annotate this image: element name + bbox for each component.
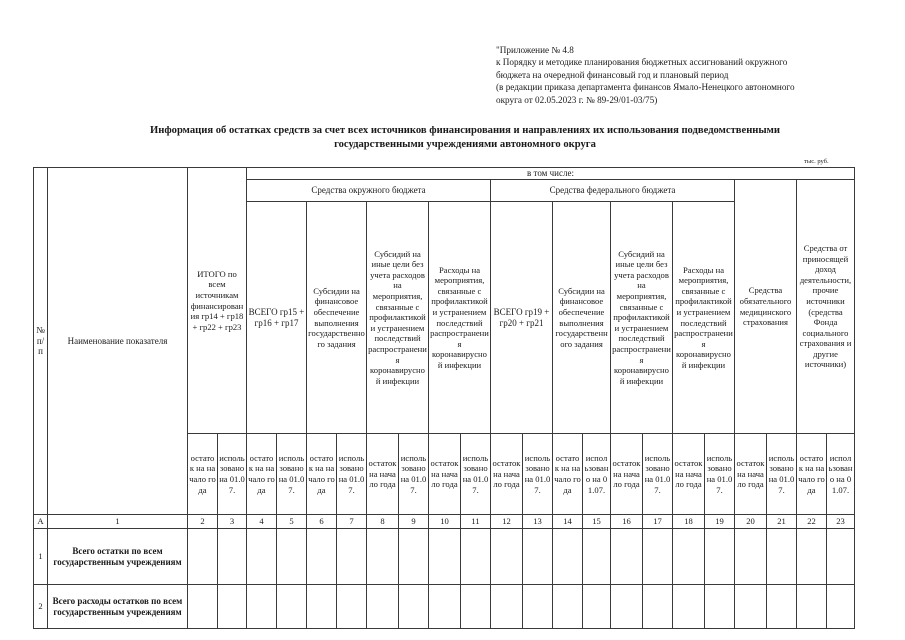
header-balance: остаток на начало года: [797, 434, 827, 515]
table-cell: [643, 529, 673, 585]
table-cell: [277, 585, 307, 629]
table-cell: [523, 585, 553, 629]
column-number: 15: [583, 515, 611, 529]
table-cell: [767, 529, 797, 585]
column-number: 14: [553, 515, 583, 529]
table-cell: [218, 585, 247, 629]
column-number: 6: [307, 515, 337, 529]
column-number: 21: [767, 515, 797, 529]
header-row-including: [34, 168, 855, 180]
header-balance: остаток на начало года: [429, 434, 461, 515]
table-cell: [705, 529, 735, 585]
header-balance: остаток на начало года: [735, 434, 767, 515]
table-cell: [491, 529, 523, 585]
row-number: 2: [34, 585, 48, 629]
header-used: использовано на 01.07.: [337, 434, 367, 515]
header-oms: Средства обязательного медицинского страхования: [735, 180, 797, 434]
column-number: 8: [367, 515, 399, 529]
row-number: 1: [34, 529, 48, 585]
column-number: 10: [429, 515, 461, 529]
table-cell: [735, 585, 767, 629]
header-district-covid: Расходы на мероприятия, связанные с профилактикой и устранением последствий распространения коронавирусной инфекции: [429, 202, 491, 434]
column-number: 11: [461, 515, 491, 529]
table-cell: [247, 585, 277, 629]
table-cell: [735, 529, 767, 585]
header-district-subsidy-task: Субсидии на финансовое обеспечение выполнения государственного задания: [307, 202, 367, 434]
header-balance: остаток на начало года: [307, 434, 337, 515]
table-cell: [611, 585, 643, 629]
appendix-line: "Приложение № 4.8: [496, 45, 574, 55]
table-cell: [827, 585, 855, 629]
header-total: ИТОГО по всем источникам финансирования гр14 + гр18 + гр22 + гр23: [188, 168, 247, 434]
column-number: 22: [797, 515, 827, 529]
table-cell: [188, 529, 218, 585]
header-federal-subsidy-task: Субсидии на финансовое обеспечение выполнения государственного задания: [553, 202, 611, 434]
column-number: 7: [337, 515, 367, 529]
table-cell: [553, 529, 583, 585]
table-row: [34, 585, 855, 629]
units-label: тыс. руб.: [804, 158, 829, 165]
table-cell: [827, 529, 855, 585]
table-cell: [429, 529, 461, 585]
header-balance: остаток на начало года: [491, 434, 523, 515]
header-including: в том числе:: [247, 168, 855, 180]
header-indicator: Наименование показателя: [48, 168, 188, 515]
balances-table: [33, 167, 855, 629]
table-cell: [797, 585, 827, 629]
table-cell: [218, 529, 247, 585]
table-cell: [307, 585, 337, 629]
table-cell: [583, 529, 611, 585]
column-number: 5: [277, 515, 307, 529]
table-cell: [367, 585, 399, 629]
table-cell: [673, 529, 705, 585]
column-number: А: [34, 515, 48, 529]
appendix-line: округа от 02.05.2023 г. № 89-29/01-03/75): [496, 94, 658, 105]
column-number: 19: [705, 515, 735, 529]
table-cell: [767, 585, 797, 629]
header-district-budget: Средства окружного бюджета: [247, 180, 491, 202]
title-line-1: Информация об остатках средств за счет всех источников финансирования и направлениях их использования подведомственными: [149, 125, 780, 136]
column-number: 12: [491, 515, 523, 529]
table-row: [34, 529, 855, 585]
header-used: использовано на 01.07.: [523, 434, 553, 515]
header-balance: остаток на начало года: [611, 434, 643, 515]
title-line-2: государственными учреждениями автономного округа: [334, 138, 596, 150]
column-number: 4: [247, 515, 277, 529]
table-cell: [277, 529, 307, 585]
table-cell: [611, 529, 643, 585]
header-used: использовано на 01.07.: [399, 434, 429, 515]
appendix-line: бюджета на очередной финансовый год и плановый период: [496, 69, 729, 80]
table-cell: [461, 585, 491, 629]
header-used: использовано на 01.07.: [827, 434, 855, 515]
header-used: использовано на 01.07.: [218, 434, 247, 515]
row-label: Всего расходы остатков по всем государственным учреждениям: [48, 585, 188, 629]
row-label: Всего остатки по всем государственным учреждениям: [48, 529, 188, 585]
table-cell: [673, 585, 705, 629]
column-number: 23: [827, 515, 855, 529]
header-federal-total: ВСЕГО гр19 + гр20 + гр21: [491, 202, 553, 434]
table-cell: [399, 529, 429, 585]
document-title: [40, 124, 890, 151]
column-number: 16: [611, 515, 643, 529]
table-cell: [583, 585, 611, 629]
header-federal-covid: Расходы на мероприятия, связанные с профилактикой и устранением последствий распространения коронавирусной инфекции: [673, 202, 735, 434]
header-balance: остаток на начало года: [367, 434, 399, 515]
column-numbers-row: [34, 515, 855, 529]
column-number: 13: [523, 515, 553, 529]
header-used: использовано на 01.07.: [461, 434, 491, 515]
header-num: № п/п: [34, 168, 48, 515]
header-balance: остаток на начало года: [247, 434, 277, 515]
column-number: 20: [735, 515, 767, 529]
table-cell: [523, 529, 553, 585]
column-number: 1: [48, 515, 188, 529]
table-cell: [643, 585, 673, 629]
table-cell: [553, 585, 583, 629]
table-cell: [399, 585, 429, 629]
column-number: 3: [218, 515, 247, 529]
header-balance: остаток на начало года: [673, 434, 705, 515]
column-number: 18: [673, 515, 705, 529]
header-income: Средства от приносящей доход деятельности, прочие источники (средства Фонда социального страхования и другие источники): [797, 180, 855, 434]
table-cell: [307, 529, 337, 585]
appendix-note: [496, 44, 896, 106]
header-used: использовано на 01.07.: [705, 434, 735, 515]
header-used: использовано на 01.07.: [277, 434, 307, 515]
table-cell: [797, 529, 827, 585]
table-cell: [367, 529, 399, 585]
table-cell: [461, 529, 491, 585]
header-balance: остаток на начало года: [553, 434, 583, 515]
header-federal-subsidy-other: Субсидий на иные цели без учета расходов на мероприятия, связанные с профилактикой и устранением последствий распространения коронавирусной инфекции: [611, 202, 673, 434]
header-used: использовано на 01.07.: [767, 434, 797, 515]
header-district-total: ВСЕГО гр15 + гр16 + гр17: [247, 202, 307, 434]
appendix-line: к Порядку и методике планирования бюджетных ассигнований окружного: [496, 57, 788, 68]
table-cell: [429, 585, 461, 629]
table-cell: [188, 585, 218, 629]
column-number: 2: [188, 515, 218, 529]
column-number: 9: [399, 515, 429, 529]
column-number: 17: [643, 515, 673, 529]
appendix-line: (в редакции приказа департамента финансов Ямало-Ненецкого автономного: [496, 82, 795, 93]
table-cell: [491, 585, 523, 629]
table-cell: [337, 529, 367, 585]
table-cell: [337, 585, 367, 629]
header-used: использовано на 01.07.: [643, 434, 673, 515]
header-district-subsidy-other: Субсидий на иные цели без учета расходов на мероприятия, связанные с профилактикой и устранением последствий распространения коронавирусной инфекции: [367, 202, 429, 434]
header-federal-budget: Средства федерального бюджета: [491, 180, 735, 202]
header-used: использовано на 01.07.: [583, 434, 611, 515]
table-cell: [705, 585, 735, 629]
header-balance: остаток на начало года: [188, 434, 218, 515]
table-cell: [247, 529, 277, 585]
